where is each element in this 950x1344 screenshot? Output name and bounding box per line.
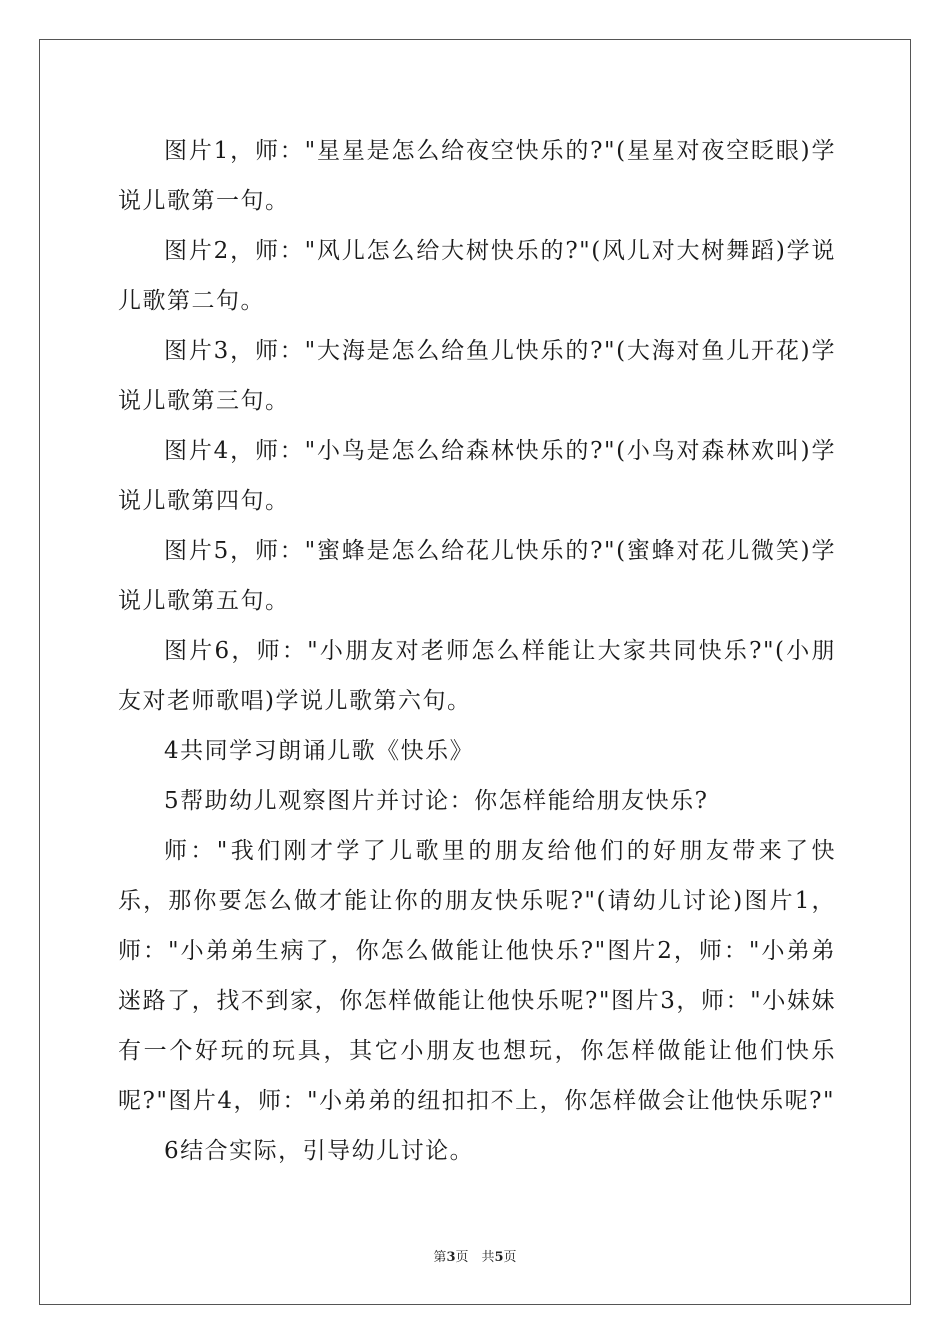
paragraph-picture-3: 图片3，师："大海是怎么给鱼儿快乐的?"(大海对鱼儿开花)学说儿歌第三句。 — [118, 338, 836, 414]
paragraph-picture-1: 图片1，师："星星是怎么给夜空快乐的?"(星星对夜空眨眼)学说儿歌第一句。 — [118, 138, 836, 214]
paragraph-picture-5: 图片5，师："蜜蜂是怎么给花儿快乐的?"(蜜蜂对花儿微笑)学说儿歌第五句。 — [118, 538, 836, 614]
footer-current-page: 3 — [446, 1250, 456, 1265]
footer-middle: 页 共 — [455, 1250, 495, 1265]
page-footer — [0, 1246, 950, 1265]
paragraph-step-5: 5帮助幼儿观察图片并讨论：你怎样能给朋友快乐? — [164, 788, 709, 814]
paragraph-picture-6: 图片6，师："小朋友对老师怎么样能让大家共同快乐?"(小朋友对老师歌唱)学说儿歌第六句。 — [118, 638, 836, 714]
footer-prefix: 第 — [433, 1250, 447, 1265]
paragraph-step-4: 4共同学习朗诵儿歌《快乐》 — [164, 738, 475, 764]
paragraph-teacher-discussion: 师："我们刚才学了儿歌里的朋友给他们的好朋友带来了快乐，那你要怎么做才能让你的朋友快乐呢?"(请幼儿讨论)图片1，师："小弟弟生病了，你怎么做能让他快乐?"图片2，师："小弟弟迷路了，找不到家，你怎样做能让他快乐呢?"图片3，师："小妹妹有一个好玩的玩具，其它小朋友也想玩，你怎样做能让他们快乐呢?"图片4，师："小弟弟的纽扣扣不上，你怎样做会让他快乐呢?" — [118, 838, 836, 1114]
footer-suffix: 页 — [503, 1250, 517, 1265]
document-body — [118, 126, 836, 1176]
paragraph-step-6: 6结合实际，引导幼儿讨论。 — [164, 1138, 475, 1164]
footer-total-pages: 5 — [494, 1250, 504, 1265]
paragraph-picture-2: 图片2，师："风儿怎么给大树快乐的?"(风儿对大树舞蹈)学说儿歌第二句。 — [118, 238, 836, 314]
paragraph-picture-4: 图片4，师："小鸟是怎么给森林快乐的?"(小鸟对森林欢叫)学说儿歌第四句。 — [118, 438, 836, 514]
